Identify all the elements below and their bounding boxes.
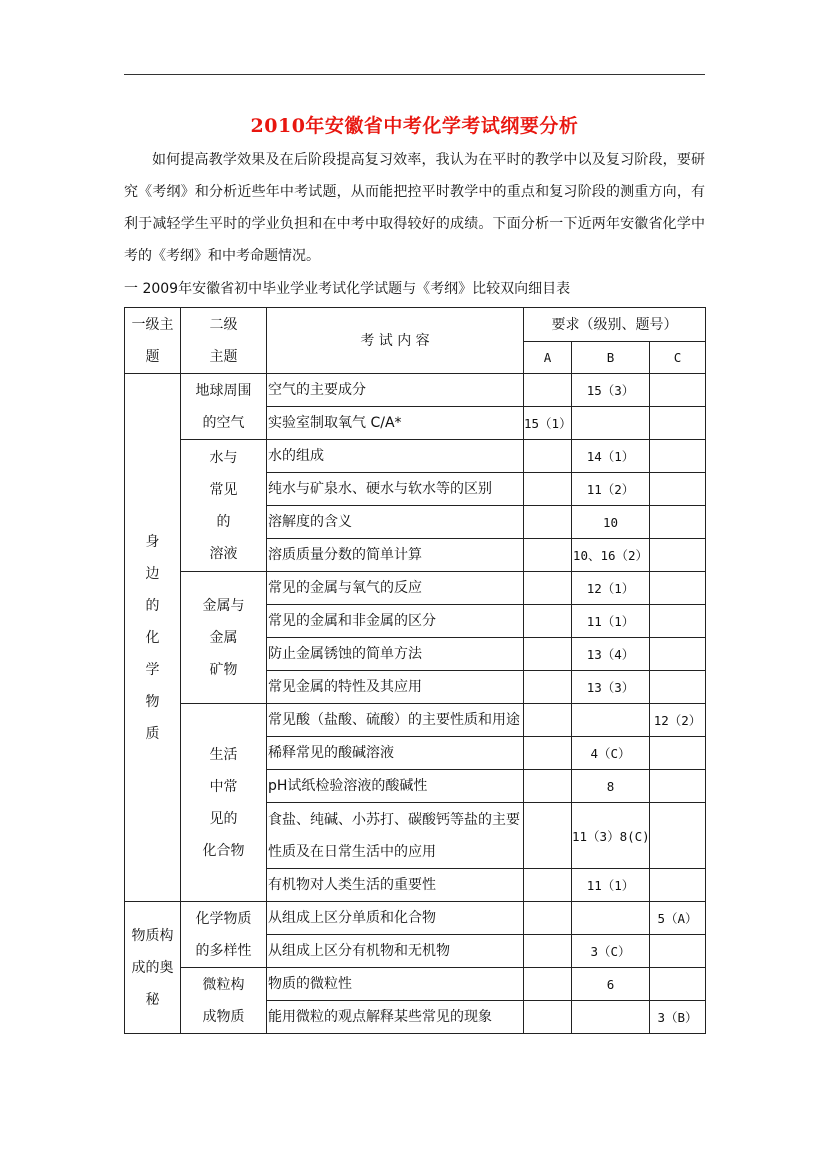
header-requirement: 要求（级别、题号）	[524, 308, 706, 342]
content-cell: 溶解度的含义	[267, 506, 524, 539]
level2-topic-text: 见的	[209, 810, 238, 827]
level1-topic-text: 的	[145, 597, 160, 614]
level2-topic-text: 化合物	[202, 842, 245, 859]
level-b-cell: 8	[572, 770, 650, 803]
level2-topic-text: 水与	[209, 449, 238, 466]
level-c-cell	[650, 440, 706, 473]
table-caption: 一 2009年安徽省初中毕业学业考试化学试题与《考纲》比较双向细目表	[124, 281, 571, 297]
header-level1: 一级主 题	[125, 308, 181, 374]
level-c-cell	[650, 473, 706, 506]
level2-topic-text: 微粒构	[202, 976, 245, 993]
level-c-cell	[650, 968, 706, 1001]
level-a-cell	[524, 506, 572, 539]
level-b-cell	[572, 704, 650, 737]
content-cell: 从组成上区分单质和化合物	[267, 902, 524, 935]
table-row	[125, 374, 706, 407]
level-a-cell	[524, 935, 572, 968]
level-c-cell: 12（2）	[650, 704, 706, 737]
level-b-cell: 13（4）	[572, 638, 650, 671]
level-c-cell	[650, 539, 706, 572]
table-row	[125, 704, 706, 737]
content-cell: 溶质质量分数的简单计算	[267, 539, 524, 572]
level-b-cell: 4（C）	[572, 737, 650, 770]
level-c-cell	[650, 506, 706, 539]
level1-topic-text: 边	[145, 565, 160, 582]
level1-topic-text: 化	[145, 629, 160, 646]
level-c-cell	[650, 671, 706, 704]
header-content: 考 试 内 容	[267, 308, 524, 374]
level-a-cell	[524, 968, 572, 1001]
level-a-cell	[524, 869, 572, 902]
level-c-cell: 3（B）	[650, 1001, 706, 1034]
level1-topic-cell	[125, 374, 181, 902]
level-b-cell: 3（C）	[572, 935, 650, 968]
level-c-cell	[650, 374, 706, 407]
level1-topic-cell	[125, 902, 181, 1034]
content-cell: 有机物对人类生活的重要性	[267, 869, 524, 902]
level2-topic-text: 中常	[209, 778, 238, 795]
intro-paragraph: 如何提高教学效果及在后阶段提高复习效率，我认为在平时的教学中以及复习阶段，要研究《考纲》和分析近些年中考试题，从而能把控平时教学中的重点和复习阶段的测重方向，有利于减轻学生平时的学业负担和在中考中取得较好的成绩。下面分析一下近两年安徽省化学中考的《考纲》和中考命题情况。	[124, 152, 705, 264]
level-a-cell	[524, 638, 572, 671]
level-b-cell: 11（1）	[572, 605, 650, 638]
level-a-cell	[524, 803, 572, 869]
level-b-cell: 15（3）	[572, 374, 650, 407]
table-row	[125, 968, 706, 1001]
level2-topic-text: 地球周围	[195, 382, 252, 399]
level1-topic-text: 学	[145, 661, 160, 678]
level2-topic-text: 成物质	[202, 1008, 245, 1025]
level-b-cell	[572, 407, 650, 440]
level2-topic-text: 矿物	[209, 661, 238, 678]
level1-topic-text: 物质构	[131, 927, 174, 944]
level-c-cell	[650, 638, 706, 671]
level2-topic-text: 化学物质	[195, 910, 252, 927]
level-a-cell	[524, 704, 572, 737]
header-level2: 二级 主题	[181, 308, 267, 374]
level-a-cell: 15（1）	[524, 407, 572, 440]
content-cell: 纯水与矿泉水、硬水与软水等的区别	[267, 473, 524, 506]
level-a-cell	[524, 539, 572, 572]
header-col-a: A	[524, 342, 572, 374]
level2-topic-cell	[181, 704, 267, 902]
level-b-cell: 6	[572, 968, 650, 1001]
level2-topic-text: 溶液	[209, 545, 238, 562]
level-a-cell	[524, 572, 572, 605]
content-cell: 从组成上区分有机物和无机物	[267, 935, 524, 968]
level2-topic-text: 的	[216, 513, 231, 530]
level-b-cell: 11（2）	[572, 473, 650, 506]
level-a-cell	[524, 473, 572, 506]
level-c-cell	[650, 737, 706, 770]
page-title: 2010年安徽省中考化学考试纲要分析	[250, 115, 579, 137]
level1-topic-text: 成的奥	[131, 959, 174, 976]
level-b-cell	[572, 1001, 650, 1034]
level2-topic-cell	[181, 902, 267, 968]
level2-topic-cell	[181, 440, 267, 572]
level-a-cell	[524, 605, 572, 638]
level-b-cell: 11（1）	[572, 869, 650, 902]
table-row	[125, 440, 706, 473]
content-cell: 食盐、纯碱、小苏打、碳酸钙等盐的主要性质及在日常生活中的应用	[267, 803, 524, 869]
header-col-c: C	[650, 342, 706, 374]
level-b-cell: 14（1）	[572, 440, 650, 473]
level-c-cell	[650, 803, 706, 869]
level1-topic-text: 秘	[145, 991, 160, 1008]
level2-topic-text: 金属与	[202, 597, 245, 614]
level-c-cell	[650, 869, 706, 902]
level-c-cell	[650, 770, 706, 803]
level-c-cell	[650, 572, 706, 605]
level-b-cell: 11（3）8(C)	[572, 803, 650, 869]
content-cell: 水的组成	[267, 440, 524, 473]
level-b-cell: 10、16（2）	[572, 539, 650, 572]
level-a-cell	[524, 440, 572, 473]
header-col-b: B	[572, 342, 650, 374]
content-cell: 实验室制取氧气 C/A*	[267, 407, 524, 440]
level-a-cell	[524, 737, 572, 770]
table-row	[125, 572, 706, 605]
content-cell: 常见金属的特性及其应用	[267, 671, 524, 704]
level-b-cell: 10	[572, 506, 650, 539]
content-cell: 空气的主要成分	[267, 374, 524, 407]
level-a-cell	[524, 671, 572, 704]
content-cell: 常见的金属和非金属的区分	[267, 605, 524, 638]
level-c-cell	[650, 605, 706, 638]
level2-topic-text: 生活	[209, 746, 238, 763]
level-c-cell	[650, 935, 706, 968]
level1-topic-text: 身	[145, 533, 160, 550]
level-a-cell	[524, 1001, 572, 1034]
level-b-cell: 13（3）	[572, 671, 650, 704]
level-c-cell: 5（A）	[650, 902, 706, 935]
level1-topic-text: 物	[145, 693, 160, 710]
content-cell: 物质的微粒性	[267, 968, 524, 1001]
content-cell: 常见的金属与氧气的反应	[267, 572, 524, 605]
level-a-cell	[524, 374, 572, 407]
level2-topic-text: 的空气	[202, 414, 245, 431]
level1-topic-text: 质	[145, 725, 160, 742]
level2-topic-cell	[181, 572, 267, 704]
content-cell: 能用微粒的观点解释某些常见的现象	[267, 1001, 524, 1034]
header-rule	[124, 74, 705, 75]
level-a-cell	[524, 902, 572, 935]
content-cell: 常见酸（盐酸、硫酸）的主要性质和用途	[267, 704, 524, 737]
level2-topic-text: 的多样性	[195, 942, 252, 959]
content-cell: 防止金属锈蚀的简单方法	[267, 638, 524, 671]
comparison-table	[124, 307, 706, 1034]
level-c-cell	[650, 407, 706, 440]
level-a-cell	[524, 770, 572, 803]
level2-topic-cell	[181, 968, 267, 1034]
level2-topic-cell	[181, 374, 267, 440]
level-b-cell: 12（1）	[572, 572, 650, 605]
level2-topic-text: 常见	[209, 481, 238, 498]
level-b-cell	[572, 902, 650, 935]
table-row	[125, 902, 706, 935]
content-cell: 稀释常见的酸碱溶液	[267, 737, 524, 770]
level2-topic-text: 金属	[209, 629, 238, 646]
content-cell: pH试纸检验溶液的酸碱性	[267, 770, 524, 803]
